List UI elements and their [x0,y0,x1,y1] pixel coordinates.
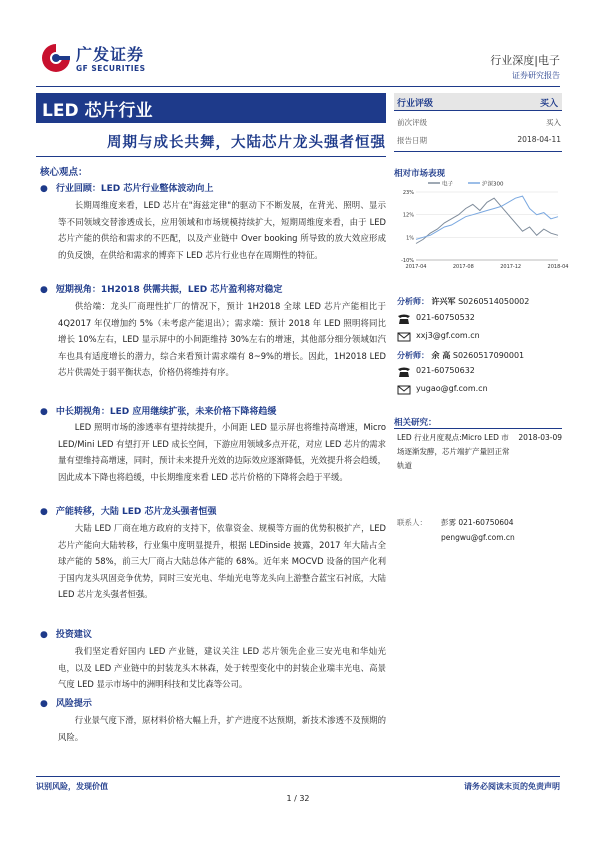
section-heading: ● 投资建议 [40,630,92,640]
section-paragraph: LED 照明市场的渗透率有望持续提升，小间距 LED 显示屏也将维持高增速，Micro LED/Mini LED 有望打开 LED 成长空间，下游应用领域多点开花，对应 LED 芯片的需求量有望维持高增速，同时，预计未来提升光效的边际效应逐渐降低，光效提升将会趋缓，因此成本下降也将趋缓，中长期维度来看 LED 芯片价格的下降将会趋于平缓。 [58,422,386,482]
logo-text-en: GF SECURITIES [76,64,146,73]
header-divider [36,86,560,87]
legend-label: 沪深300 [482,181,504,188]
analyst-phone: 021-60750532 [416,313,475,322]
y-tick-label: -10% [401,258,414,264]
bullet-icon: ● [40,285,48,295]
prev-rating-value: 买入 [546,118,561,127]
footer-disclaimer: 请务必阅读末页的免责声明 [464,782,560,791]
bullet-icon: ● [40,507,48,517]
x-tick-label: 2017-08 [452,264,474,270]
subtitle-divider [36,156,386,157]
analyst-name: 许兴军 [431,297,456,306]
phone-icon [397,366,411,378]
bullet-icon: ● [40,699,48,709]
section-paragraph: 长期周维度来看，LED 芯片在"海兹定律"的驱动下不断发展，在背光、照明、显示等不同领域交替渗透成长，应用领域和市场规模持续扩大，短期周维度来看，由于 LED 芯片产能的供给和需求的不匹配，以及产业链中 Over booking 所导致的放大效应形成的负反馈，在供给和需求的博弈下 LED 芯片行业也存在周期性的特征。 [58,200,386,260]
phone-icon [397,313,411,325]
y-tick-label: 1% [406,235,414,242]
rating-divider [394,151,562,152]
section-paragraph: 大陆 LED 厂商在地方政府的支持下，依靠资金、规模等方面的优势积极扩产，LED 芯片产能向大陆转移，行业集中度明显提升，根据 LEDinside 披露，2017 年大陆占全球产能的 58%，前三大厂商占大陆总体产能的 68%。近年来 MOCVD 设备的国产化利于国内龙头巩固竞争优势，同时三安光电、华灿光电等龙头向上游整合蓝宝石衬底，大陆 LED 芯片龙头强者恒强。 [58,523,386,600]
prev-rating-row: 前次评级 买入 [397,118,561,127]
related-item-date: 2018-03-09 [518,433,562,442]
section-heading: ● 短期视角：1H2018 供需共振，LED 芯片盈利将对稳定 [40,285,283,295]
section-paragraph: 我们坚定看好国内 LED 产业链，建议关注 LED 芯片领先企业三安光电和华灿光电，以及 LED 产业链中的封装龙头木林森，处于转型变化中的封装企业瑞丰光电、高景气度 LED 显示市场中的洲明科技和艾比森等公司。 [58,646,386,690]
report-date-row: 报告日期 2018-04-11 [397,135,561,145]
y-tick-label: 23% [402,190,414,196]
section-heading: ● 中长期视角：LED 应用继续扩张，未来价格下降将趋缓 [40,407,277,417]
page-subtitle: 周期与成长共舞，大陆芯片龙头强者恒强 [107,135,386,151]
bullet-icon: ● [40,184,48,194]
report-type: 行业深度|电子 [490,54,560,67]
footer-divider [36,776,560,777]
analyst-phone: 021-60750632 [416,366,475,375]
section-paragraph: 行业景气度下滑，原材料价格大幅上升，扩产进度不达预期，新技术渗透不及预期的风险。 [58,715,386,742]
analyst-row: 分析师： 余 高 S0260517090001 [397,351,525,360]
related-title: 相关研究： [394,418,437,428]
related-divider [394,428,562,429]
section-heading: ● 风险提示 [40,699,92,709]
report-date-value: 2018-04-11 [517,135,561,144]
bullet-icon: ● [40,630,48,640]
analyst-email[interactable]: xxj3@gf.com.cn [416,331,480,340]
x-tick-label: 2018-04 [547,264,569,270]
analyst-email[interactable]: yugao@gf.com.cn [416,384,488,393]
bullet-icon: ● [40,407,48,417]
page-number: 1 / 32 [286,794,310,803]
mail-icon [397,331,411,343]
rating-value: 买入 [539,99,558,109]
footer-slogan: 识别风险，发现价值 [36,782,108,791]
page-title: LED 芯片行业 [42,101,153,121]
section-heading: ● 行业回顾：LED 芯片行业整体波动向上 [40,184,214,194]
logo-text-cn: 广发证券 [76,45,145,64]
x-tick-label: 2017-12 [500,264,522,270]
report-subtype: 证券研究报告 [512,71,560,80]
legend-label: 电子 [442,181,454,188]
y-tick-label: 12% [402,212,414,219]
rating-label: 行业评级 [397,99,434,109]
gf-logo [40,40,180,82]
relative-market-chart [394,178,569,276]
section-heading: ● 产能转移，大陆 LED 芯片龙头强者恒强 [40,507,217,517]
related-item[interactable] [397,431,562,473]
contact-name-phone: 彭雾 021-60750604 [441,518,514,527]
section-paragraph: 供给端：龙头厂商理性扩厂的情况下，预计 1H2018 全球 LED 芯片产能相比于 4Q2017 年仅增加约 5%（未考虑产能退出）；需求端：预计 2018 年 LED 照明将同比增长 10%左右，LED 显示屏中的小间距维持 30%左右的增速，其他部分细分领域如汽车也具有适度增长的潜力，综合来看预计需求端有 8~9%的增长。因此，1H2018 LED 芯片供需处于弱平衡状态，价格仍将维持有序。 [58,301,386,378]
contact-email[interactable]: pengwu@gf.com.cn [441,533,515,542]
title-banner [36,93,386,123]
core-views-label: 核心观点： [40,167,88,178]
rating-bar [394,93,562,111]
contact-label: 联系人： [397,518,427,527]
x-tick-label: 2017-04 [405,264,427,270]
analyst-cert: S0260517090001 [452,351,525,360]
gf-logo-icon [40,42,72,74]
analyst-name: 余 高 [431,351,451,360]
analyst-row: 分析师： 许兴军 S0260514050002 [397,297,530,306]
analyst-cert: S0260514050002 [458,297,530,306]
related-item-text[interactable]: LED 行业月度观点:Micro LED 市场逐渐发酵，芯片端扩产量回正常轨道 [397,433,510,470]
market-chart-title: 相对市场表现 [394,169,446,179]
series-line [416,198,558,243]
mail-icon [397,384,411,396]
